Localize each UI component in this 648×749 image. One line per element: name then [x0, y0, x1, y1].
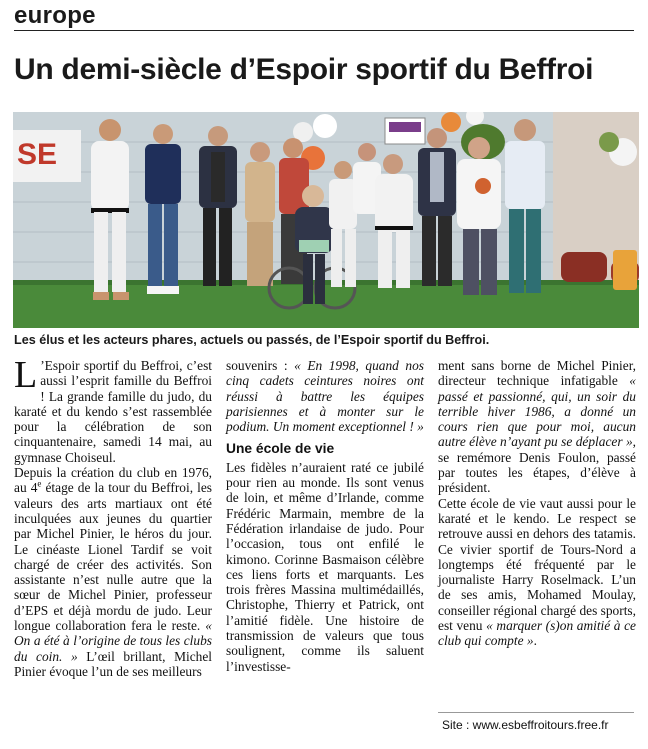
- paragraph-text: ment sans borne de Michel Pinier, directeur technique infatigable: [438, 358, 636, 389]
- paragraph-text: étage de la tour du Beffroi, les valeurs des arts martiaux ont été inculquées aux jeunes du quartier par Michel Pinier, le héros du jour. Le cinéaste Lionel Tardif se voit chargé de créer des activités. Son assistante n’est nulle autre que la sœur de Michel Pinier, professeur d’EPS et déjà mordu de judo. Leur longue collaboration fera le reste.: [14, 480, 213, 634]
- paragraph-text: Depuis la création du club en 1976, au 4: [14, 465, 212, 496]
- section-label: europe: [14, 2, 96, 29]
- column-1: [14, 354, 213, 679]
- article-headline: Un demi-siècle d’Espoir sportif du Beffroi: [14, 53, 594, 86]
- photo-caption: Les élus et les acteurs phares, actuels ou passés, de l’Espoir sportif du Beffroi.: [14, 333, 490, 347]
- paragraph: Les fidèles n’auraient raté ce jubilé pour rien au monde. Ils sont venus de loin, et même d’Irlande, comme Frédéric Marmain, membre de la Fédération irlandaise de judo. Pour l’occasion, tous ont enfilé le kimono. Corinne Basmaison célèbre ces liens forts et marquants. Les trois frères Massina multimédaillés, Christophe, Thierry et Patrick, ont l’amitié fidèle. Une histoire de transmission de valeurs que tous soulignent, comme ils saluent l’investisse-: [226, 459, 424, 674]
- site-divider: [438, 712, 634, 713]
- paragraph-text: , se remémore Denis Foulon, passé par toutes les étapes, d’élève à président.: [438, 434, 636, 496]
- paragraph-text: L’œil brillant, Michel Pinier évoque l’un de ses meilleurs: [14, 648, 212, 679]
- paragraph: [438, 496, 636, 649]
- quote: « En 1998, quand nos cinq cadets ceintures noires ont réussi à battre les équipes parisiennes et à monter sur le podium. Un moment exceptionnel ! »: [226, 358, 424, 435]
- paragraph: [14, 465, 212, 679]
- paragraph-text: Cette école de vie vaut aussi pour le karaté et le kendo. Le respect se retrouve aussi en dehors des tatamis. Ce vivier sportif de Tours-Nord a longtemps été fréquenté par le journaliste Harry Roselmack. L’un de ses amis, Mohamed Moulay, conseiller régional chargé des sports, est venu: [438, 495, 636, 634]
- article-body: [14, 354, 636, 738]
- quote: « passé et passionné, qui, un soir du terrible hiver 1986, a donné un cours rien que pour moi, aucun autre élève n’ayant pu se déplacer »: [438, 373, 636, 450]
- column-3: [438, 358, 636, 649]
- superscript: e: [37, 478, 42, 489]
- paragraph: [226, 358, 424, 434]
- paragraph: [14, 354, 212, 465]
- dropcap: L: [14, 354, 38, 396]
- paragraph-text: .: [533, 633, 537, 649]
- subheading: Une école de vie: [226, 441, 335, 457]
- wall-sign-text: SE: [17, 138, 58, 171]
- website-link[interactable]: Site : www.esbeffroitours.free.fr: [442, 718, 609, 732]
- paragraph-text: souvenirs :: [226, 358, 295, 373]
- paragraph-text: ’Espoir sportif du Beffroi, c’est aussi l’esprit famille du Beffroi ! La grande famille du judo, du karaté et du kendo s’est rassemblée pour la célébration de son cinquantenaire, samedi 14 mai, au gymnase Choiseul.: [14, 358, 212, 465]
- section-divider: [14, 30, 634, 31]
- quote: « On a été à l’origine de tous les clubs du coin. »: [14, 618, 212, 664]
- quote: « marquer (s)on amitié à ce club qui compte »: [438, 618, 636, 649]
- paragraph: [438, 358, 636, 496]
- column-2: [226, 358, 424, 674]
- group-photo: [13, 112, 639, 328]
